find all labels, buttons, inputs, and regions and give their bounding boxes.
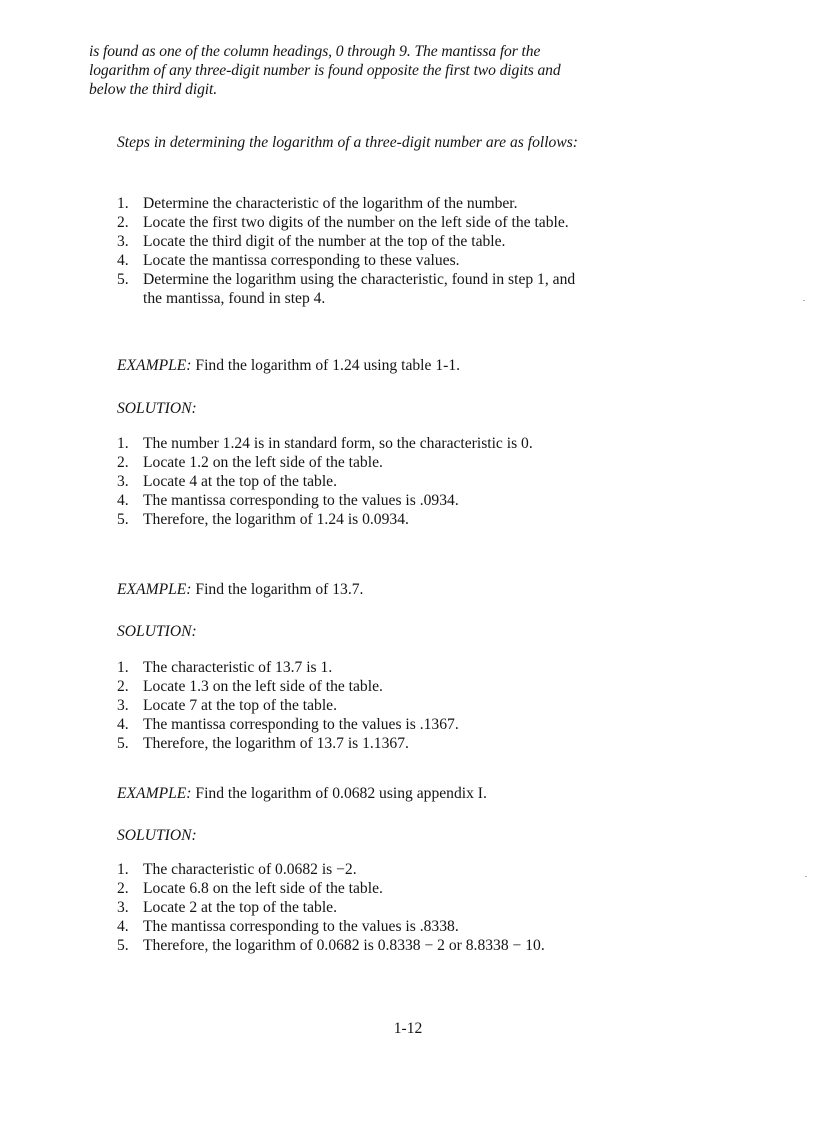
list-item-number: 5. — [117, 511, 129, 528]
example-label: EXAMPLE: — [117, 785, 192, 802]
list-item — [117, 270, 577, 308]
list-item — [117, 472, 577, 491]
list-item-number: 3. — [117, 233, 129, 250]
list-item-number: 3. — [117, 697, 129, 714]
example-1 — [117, 356, 587, 375]
example-label: EXAMPLE: — [117, 357, 192, 374]
example-label: EXAMPLE: — [117, 581, 192, 598]
list-item-number: 1. — [117, 435, 129, 452]
list-item — [117, 194, 577, 213]
list-item — [117, 715, 577, 734]
list-item-number: 2. — [117, 678, 129, 695]
list-item-text: Locate the mantissa corresponding to these values. — [143, 252, 460, 269]
list-item-text: Locate 4 at the top of the table. — [143, 473, 337, 490]
list-item-text: Locate 1.2 on the left side of the table. — [143, 454, 383, 471]
list-item-number: 4. — [117, 716, 129, 733]
list-item — [117, 898, 577, 917]
solution-label: SOLUTION: — [117, 623, 197, 640]
list-item-number: 3. — [117, 899, 129, 916]
list-item-number: 2. — [117, 880, 129, 897]
solution-2-steps — [117, 658, 577, 753]
list-item-number: 1. — [117, 195, 129, 212]
scan-speck — [803, 300, 805, 301]
list-item — [117, 860, 577, 879]
steps-intro-paragraph: Steps in determining the logarithm of a three-digit number are as follows: — [117, 134, 578, 151]
list-item-text: The number 1.24 is in standard form, so the characteristic is 0. — [143, 435, 533, 452]
list-item-text: Locate the first two digits of the number on the left side of the table. — [143, 214, 569, 231]
list-item — [117, 232, 577, 251]
list-item-text: Locate 6.8 on the left side of the table. — [143, 880, 383, 897]
intro-paragraph: is found as one of the column headings, 0 through 9. The mantissa for the logarithm of any three-digit number is found opposite the first two digits and below the third digit. — [89, 43, 561, 98]
list-item-number: 2. — [117, 454, 129, 471]
solution-3-steps — [117, 860, 577, 955]
page-number: 1-12 — [393, 1020, 423, 1037]
list-item — [117, 213, 577, 232]
list-item-number: 5. — [117, 271, 129, 288]
solution-label: SOLUTION: — [117, 400, 197, 417]
list-item — [117, 510, 577, 529]
list-item-text: Locate 1.3 on the left side of the table. — [143, 678, 383, 695]
example-text: Find the logarithm of 1.24 using table 1-1. — [195, 357, 461, 374]
list-item-text: The characteristic of 13.7 is 1. — [143, 659, 333, 676]
list-item-number: 1. — [117, 659, 129, 676]
list-item-text: Locate 7 at the top of the table. — [143, 697, 337, 714]
list-item — [117, 734, 577, 753]
list-item-number: 4. — [117, 252, 129, 269]
list-item — [117, 696, 577, 715]
list-item — [117, 453, 577, 472]
solution-label: SOLUTION: — [117, 827, 197, 844]
list-item — [117, 879, 577, 898]
list-item — [117, 251, 577, 270]
list-item-number: 4. — [117, 492, 129, 509]
list-item-number: 3. — [117, 473, 129, 490]
list-item — [117, 936, 577, 955]
scan-speck — [805, 876, 807, 877]
list-item-number: 5. — [117, 937, 129, 954]
list-item-number: 4. — [117, 918, 129, 935]
list-item-text: Locate 2 at the top of the table. — [143, 899, 337, 916]
solution-1-steps — [117, 434, 577, 529]
list-item-text: Therefore, the logarithm of 13.7 is 1.1367. — [143, 735, 409, 752]
list-item-number: 1. — [117, 861, 129, 878]
list-item-text: Determine the characteristic of the logarithm of the number. — [143, 195, 518, 212]
list-item-number: 2. — [117, 214, 129, 231]
list-item — [117, 434, 577, 453]
example-3 — [117, 784, 587, 803]
example-text: Find the logarithm of 13.7. — [195, 581, 364, 598]
list-item-number: 5. — [117, 735, 129, 752]
list-item-text: Therefore, the logarithm of 1.24 is 0.0934. — [143, 511, 409, 528]
list-item-text: Locate the third digit of the number at the top of the table. — [143, 233, 506, 250]
list-item-text: The mantissa corresponding to the values is .8338. — [143, 918, 459, 935]
list-item — [117, 491, 577, 510]
list-item-text: The characteristic of 0.0682 is −2. — [143, 861, 357, 878]
list-item-text: The mantissa corresponding to the values is .1367. — [143, 716, 459, 733]
list-item — [117, 658, 577, 677]
list-item-text: Therefore, the logarithm of 0.0682 is 0.8338 − 2 or 8.8338 − 10. — [143, 937, 545, 954]
example-2 — [117, 580, 587, 599]
list-item-text: Determine the logarithm using the characteristic, found in step 1, and the mantissa, found in step 4. — [143, 271, 576, 307]
list-item — [117, 677, 577, 696]
steps-list — [117, 194, 577, 308]
list-item-text: The mantissa corresponding to the values is .0934. — [143, 492, 459, 509]
example-text: Find the logarithm of 0.0682 using appendix I. — [195, 785, 487, 802]
list-item — [117, 917, 577, 936]
